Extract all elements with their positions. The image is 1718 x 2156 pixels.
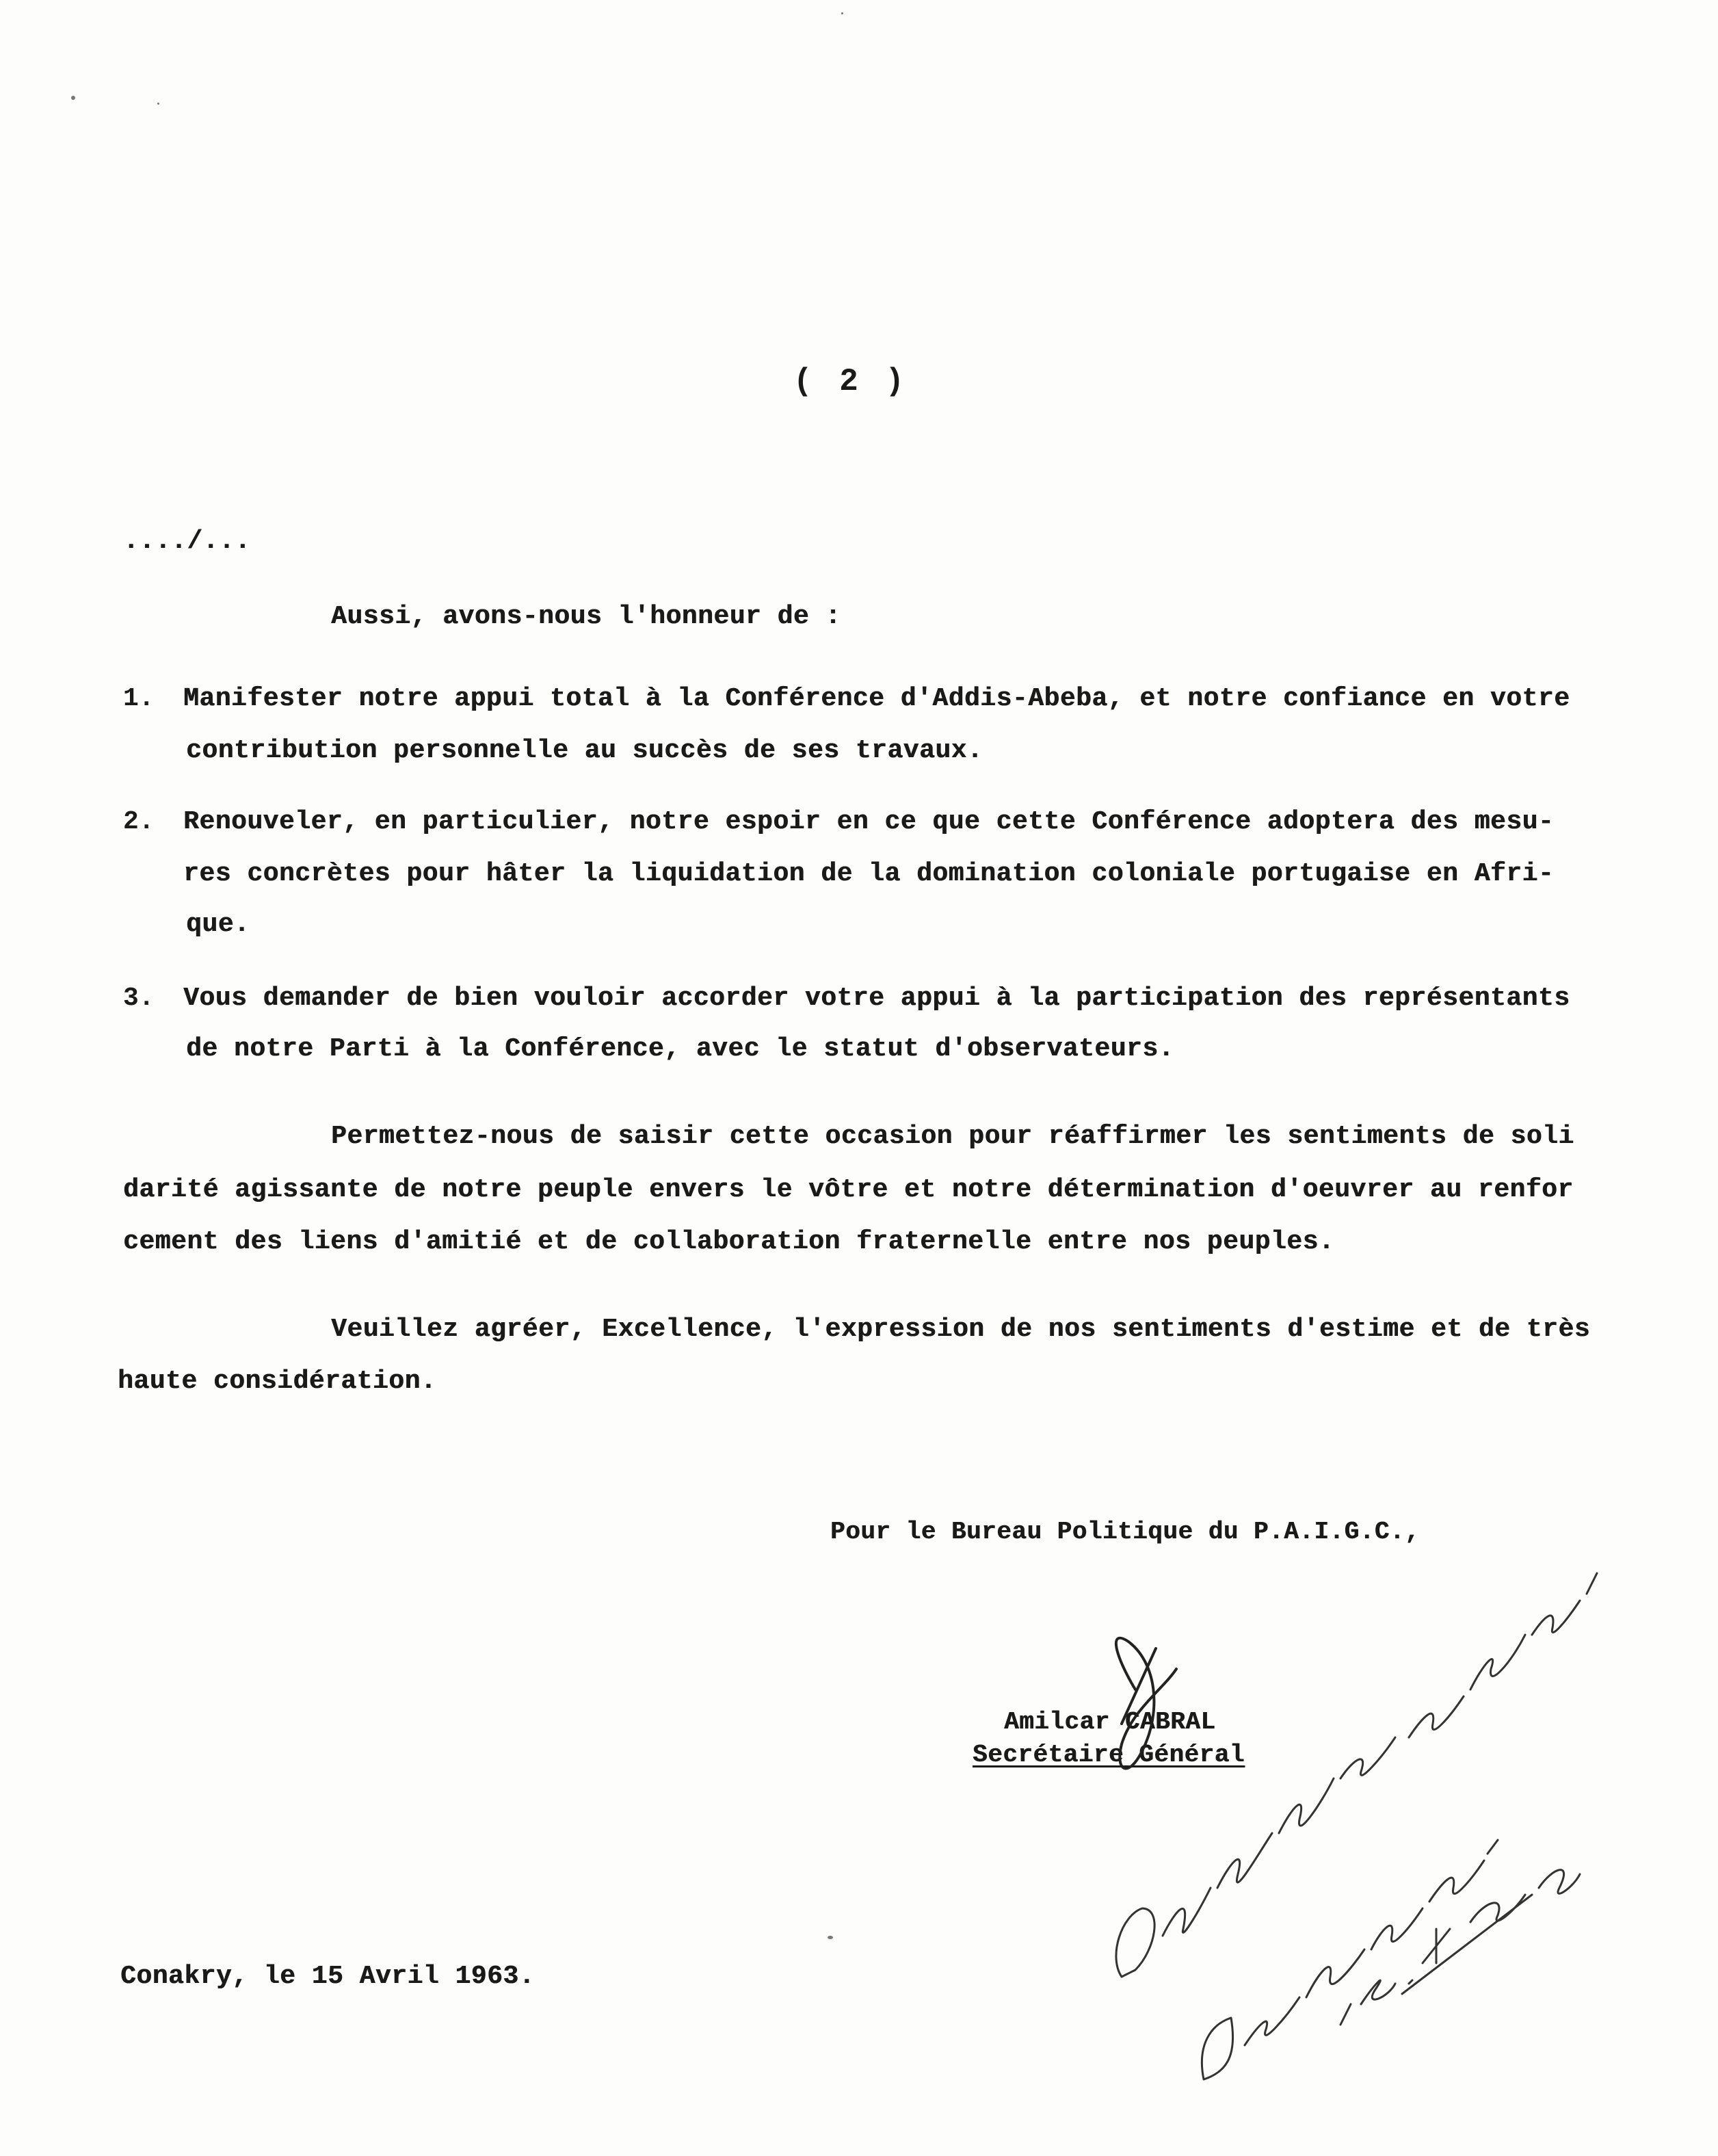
intro-line: Aussi, avons-nous l'honneur de : (331, 602, 841, 631)
on-behalf-line: Pour le Bureau Politique du P.A.I.G.C., (830, 1518, 1420, 1546)
handwritten-signature (1116, 1638, 1176, 1769)
list-item-number: 1. (123, 684, 155, 713)
signatory-name: Amilcar CABRAL (1004, 1708, 1216, 1736)
continuation-mark: ..../... (123, 527, 251, 556)
list-item-line: Renouveler, en particulier, notre espoir en ce que cette Conférence adoptera des mesu- (183, 807, 1555, 837)
handwritten-annotation (1116, 1573, 1597, 2079)
signatory-title: Secrétaire Général (973, 1741, 1245, 1769)
place-date: Conakry, le 15 Avril 1963. (120, 1962, 535, 1991)
paragraph-line: cement des liens d'amitié et de collaboration fraternelle entre nos peuples. (123, 1227, 1335, 1257)
list-item-line: Manifester notre appui total à la Conférence d'Addis-Abeba, et notre confiance en votre (183, 684, 1570, 713)
list-item-line: contribution personnelle au succès de ses travaux. (186, 736, 983, 765)
list-item-line: de notre Parti à la Conférence, avec le statut d'observateurs. (186, 1034, 1174, 1064)
list-item-number: 2. (123, 807, 155, 837)
paragraph-line: Permettez-nous de saisir cette occasion pour réaffirmer les sentiments de soli (331, 1122, 1574, 1151)
list-item-number: 3. (123, 984, 155, 1013)
closing-line: haute considération. (118, 1367, 437, 1396)
list-item-line: res concrètes pour hâter la liquidation de la domination coloniale portugaise en Afri- (183, 859, 1555, 889)
list-item-line: Vous demander de bien vouloir accorder votre appui à la participation des représentants (183, 984, 1570, 1013)
paragraph-line: darité agissante de notre peuple envers le vôtre et notre détermination d'oeuvrer au renfor (123, 1175, 1574, 1205)
list-item-line: que. (186, 910, 250, 939)
page-number: ( 2 ) (793, 364, 909, 399)
closing-line: Veuillez agréer, Excellence, l'expression de nos sentiments d'estime et de très (331, 1315, 1590, 1344)
